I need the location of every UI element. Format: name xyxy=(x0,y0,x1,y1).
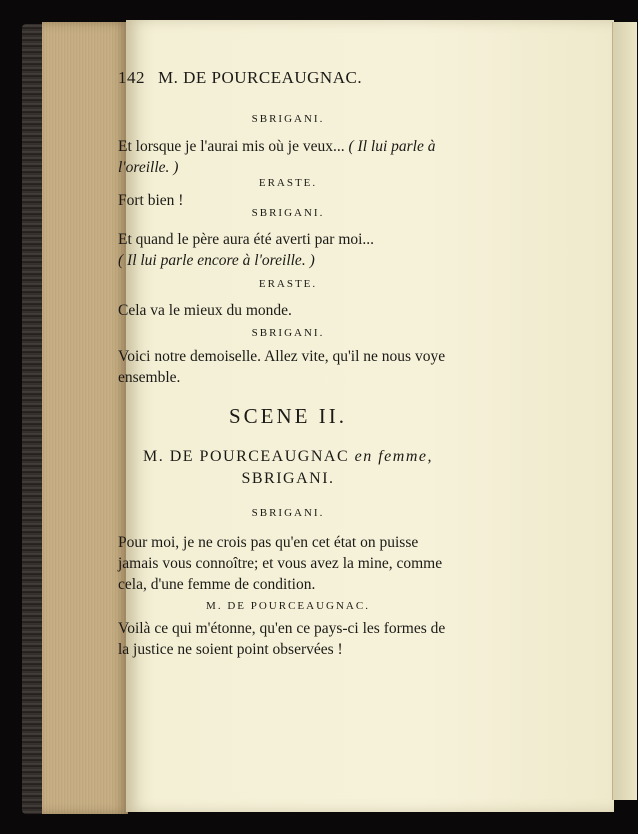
dialogue-line: Voici notre demoiselle. Allez vite, qu'il ne nous voye ensemble. xyxy=(118,348,446,386)
next-page-edge xyxy=(612,22,637,800)
speaker-label: SBRIGANI. xyxy=(251,327,325,339)
running-title: M. DE POURCEAUGNAC. xyxy=(158,68,363,87)
dialogue-line: Voilà ce qui m'étonne, qu'en ce pays-ci les formes de la justice ne soient point observées ! xyxy=(118,620,446,658)
running-header xyxy=(118,68,458,88)
dialogue-line: Et quand le père aura été averti par moi... ( Il lui parle encore à l'oreille. ) xyxy=(118,231,375,269)
speaker-label: ERASTE. xyxy=(258,278,318,290)
cast-second: SBRIGANI. xyxy=(241,470,335,487)
cast-note: en femme, xyxy=(354,448,433,465)
dialogue-line: Et lorsque je l'aurai mis où je veux... ( Il lui parle à l'oreille. ) xyxy=(118,138,436,176)
dialogue-line: Cela va le mieux du monde. xyxy=(118,302,292,319)
cast-name: M. DE POURCEAUGNAC xyxy=(143,448,350,465)
scene-cast xyxy=(118,446,458,490)
speaker-label: SBRIGANI. xyxy=(251,507,325,519)
dialogue-line: Pour moi, je ne crois pas qu'en cet état on puisse jamais vous connoître; et vous avez la mine, comme cela, d'une femme de condition. xyxy=(118,534,443,593)
speaker-label: M. DE POURCEAUGNAC. xyxy=(206,600,370,612)
page-number: 142 xyxy=(118,68,145,87)
dialogue-line: Fort bien ! xyxy=(118,192,184,209)
stage-direction: ( Il lui parle à l'oreille. ) xyxy=(118,138,436,176)
scene-title: SCENE II. xyxy=(229,404,347,428)
stage-direction: ( Il lui parle encore à l'oreille. ) xyxy=(118,252,315,269)
speaker-label: SBRIGANI. xyxy=(251,113,325,125)
speaker-label: SBRIGANI. xyxy=(251,207,325,219)
speaker-label: ERASTE. xyxy=(258,177,318,189)
page-edges xyxy=(42,22,128,814)
